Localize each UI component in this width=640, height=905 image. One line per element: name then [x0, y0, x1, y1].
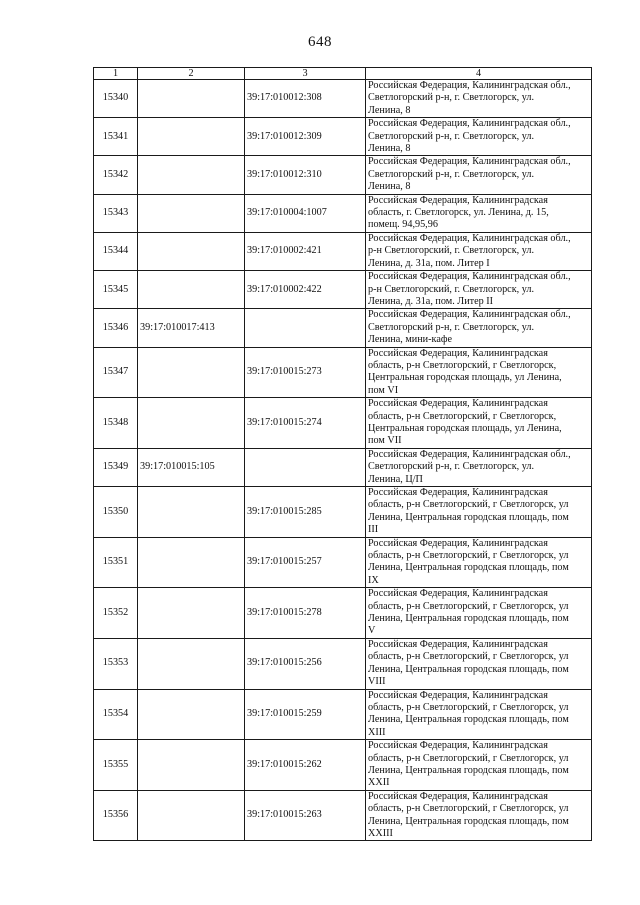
address-line: Ленина, Ц/П [368, 473, 423, 485]
record-number: 15345 [94, 271, 138, 309]
address-cell [366, 194, 592, 232]
address-line: Российская Федерация, Калининградская [368, 347, 548, 359]
column-header-4: 4 [366, 68, 592, 80]
record-number: 15354 [94, 689, 138, 740]
land-cadastral-number [138, 487, 245, 538]
land-cadastral-number [138, 156, 245, 194]
land-cadastral-number [138, 398, 245, 449]
address-line: Российская Федерация, Калининградская [368, 588, 548, 600]
record-number: 15349 [94, 448, 138, 486]
address-line: Российская Федерация, Калининградская [368, 638, 548, 650]
address-line: Ленина, 8 [368, 143, 411, 155]
address-line: Светлогорский р-н, г. Светлогорск, ул. [368, 130, 535, 142]
table-row [94, 487, 592, 538]
address-cell [366, 588, 592, 639]
address-line: Российская Федерация, Калининградская [368, 537, 548, 549]
address-line: Российская Федерация, Калининградская обл., [368, 448, 571, 460]
address-cell [366, 790, 592, 841]
address-line: Центральная городская площадь, ул Ленина, [368, 372, 562, 384]
table-row [94, 309, 592, 347]
record-number: 15350 [94, 487, 138, 538]
record-number: 15347 [94, 347, 138, 398]
table-row [94, 740, 592, 791]
address-cell [366, 347, 592, 398]
page-number: 648 [308, 34, 332, 50]
table-row [94, 80, 592, 118]
table-row [94, 537, 592, 588]
address-line: Российская Федерация, Калининградская [368, 487, 548, 498]
record-number: 15340 [94, 80, 138, 118]
address-line: область, г. Светлогорск, ул. Ленина, д. 15, [368, 207, 549, 219]
record-number: 15341 [94, 118, 138, 156]
address-line: Ленина, Центральная городская площадь, пом [368, 562, 569, 574]
table-row [94, 194, 592, 232]
land-cadastral-number: 39:17:010015:105 [138, 448, 245, 486]
address-line: область, р-н Светлогорский, г Светлогорск, [368, 410, 557, 422]
record-number: 15344 [94, 232, 138, 270]
object-cadastral-number: 39:17:010015:262 [245, 740, 366, 791]
property-registry-table [93, 67, 592, 841]
object-cadastral-number: 39:17:010015:257 [245, 537, 366, 588]
column-header-2: 2 [138, 68, 245, 80]
object-cadastral-number: 39:17:010015:259 [245, 689, 366, 740]
object-cadastral-number: 39:17:010015:285 [245, 487, 366, 538]
record-number: 15346 [94, 309, 138, 347]
object-cadastral-number: 39:17:010002:422 [245, 271, 366, 309]
land-cadastral-number [138, 194, 245, 232]
address-line: Российская Федерация, Калининградская обл., [368, 271, 571, 283]
table-body [94, 80, 592, 841]
address-line: область, р-н Светлогорский, г Светлогорск, ул [368, 651, 569, 663]
address-line: область, р-н Светлогорский, г Светлогорск, ул [368, 803, 569, 815]
table-row [94, 588, 592, 639]
address-line: Российская Федерация, Калининградская [368, 398, 548, 410]
address-line: Светлогорский р-н, г. Светлогорск, ул. [368, 92, 535, 104]
object-cadastral-number: 39:17:010015:263 [245, 790, 366, 841]
address-line: область, р-н Светлогорский, г Светлогорск, ул [368, 752, 569, 764]
object-cadastral-number: 39:17:010015:278 [245, 588, 366, 639]
record-number: 15343 [94, 194, 138, 232]
object-cadastral-number: 39:17:010004:1007 [245, 194, 366, 232]
column-header-3: 3 [245, 68, 366, 80]
table-row [94, 790, 592, 841]
table-row [94, 347, 592, 398]
address-cell [366, 309, 592, 347]
record-number: 15356 [94, 790, 138, 841]
address-line: Российская Федерация, Калининградская обл., [368, 156, 571, 168]
table-row [94, 156, 592, 194]
address-line: пом VII [368, 435, 402, 447]
address-line: область, р-н Светлогорский, г Светлогорск, ул [368, 701, 569, 713]
object-cadastral-number [245, 309, 366, 347]
address-line: пом VI [368, 384, 399, 396]
address-line: Российская Федерация, Калининградская обл., [368, 118, 571, 130]
address-line: Ленина, Центральная городская площадь, пом [368, 764, 569, 776]
address-cell [366, 156, 592, 194]
land-cadastral-number: 39:17:010017:413 [138, 309, 245, 347]
land-cadastral-number [138, 790, 245, 841]
address-cell [366, 689, 592, 740]
object-cadastral-number: 39:17:010012:310 [245, 156, 366, 194]
address-line: XIII [368, 726, 386, 738]
address-line: XXIII [368, 827, 393, 839]
address-line: область, р-н Светлогорский, г Светлогорск, ул [368, 499, 569, 511]
object-cadastral-number: 39:17:010015:256 [245, 638, 366, 689]
address-cell [366, 448, 592, 486]
address-line: Ленина, 8 [368, 181, 411, 193]
land-cadastral-number [138, 271, 245, 309]
address-line: Ленина, д. 31а, пом. Литер I [368, 257, 490, 269]
object-cadastral-number [245, 448, 366, 486]
record-number: 15342 [94, 156, 138, 194]
address-line: Ленина, д. 31а, пом. Литер II [368, 295, 494, 307]
address-line: Российская Федерация, Калининградская обл., [368, 80, 571, 91]
record-number: 15348 [94, 398, 138, 449]
address-line: Ленина, Центральная городская площадь, пом [368, 511, 569, 523]
address-cell [366, 487, 592, 538]
address-line: Российская Федерация, Калининградская [368, 790, 548, 802]
address-cell [366, 80, 592, 118]
address-line: р-н Светлогорский, г. Светлогорск, ул. [368, 283, 535, 295]
record-number: 15355 [94, 740, 138, 791]
address-line: Светлогорский р-н, г. Светлогорск, ул. [368, 168, 535, 180]
header-row [94, 68, 592, 80]
table-row [94, 271, 592, 309]
address-line: область, р-н Светлогорский, г Светлогорск, ул [368, 550, 569, 562]
land-cadastral-number [138, 638, 245, 689]
table-row [94, 689, 592, 740]
address-line: VIII [368, 676, 386, 688]
address-cell [366, 271, 592, 309]
address-cell [366, 118, 592, 156]
object-cadastral-number: 39:17:010012:309 [245, 118, 366, 156]
address-line: IX [368, 574, 379, 586]
address-line: Светлогорский р-н, г. Светлогорск, ул. [368, 321, 535, 333]
table-row [94, 638, 592, 689]
address-cell [366, 740, 592, 791]
address-line: Российская Федерация, Калининградская обл., [368, 309, 571, 321]
record-number: 15351 [94, 537, 138, 588]
table-row [94, 398, 592, 449]
record-number: 15352 [94, 588, 138, 639]
land-cadastral-number [138, 80, 245, 118]
record-number: 15353 [94, 638, 138, 689]
table-row [94, 118, 592, 156]
address-line: р-н Светлогорский, г. Светлогорск, ул. [368, 245, 535, 257]
address-line: Ленина, Центральная городская площадь, пом [368, 815, 569, 827]
object-cadastral-number: 39:17:010012:308 [245, 80, 366, 118]
address-cell [366, 398, 592, 449]
address-cell [366, 537, 592, 588]
address-line: Российская Федерация, Калининградская обл., [368, 232, 571, 244]
land-cadastral-number [138, 740, 245, 791]
address-line: III [368, 524, 379, 536]
land-cadastral-number [138, 118, 245, 156]
address-line: Российская Федерация, Калининградская [368, 740, 548, 752]
address-line: область, р-н Светлогорский, г Светлогорск, [368, 359, 557, 371]
address-line: Российская Федерация, Калининградская [368, 194, 548, 206]
column-header-1: 1 [94, 68, 138, 80]
address-line: Ленина, мини-кафе [368, 334, 452, 346]
land-cadastral-number [138, 537, 245, 588]
land-cadastral-number [138, 588, 245, 639]
address-line: Ленина, Центральная городская площадь, пом [368, 714, 569, 726]
address-line: Ленина, 8 [368, 104, 411, 116]
land-cadastral-number [138, 232, 245, 270]
address-line: область, р-н Светлогорский, г Светлогорск, ул [368, 600, 569, 612]
address-line: Ленина, Центральная городская площадь, пом [368, 663, 569, 675]
address-cell [366, 232, 592, 270]
address-line: Российская Федерация, Калининградская [368, 689, 548, 701]
address-cell [366, 638, 592, 689]
table-row [94, 448, 592, 486]
address-line: Ленина, Центральная городская площадь, пом [368, 613, 569, 625]
address-line: помещ. 94,95,96 [368, 219, 438, 231]
address-line: V [368, 625, 376, 637]
object-cadastral-number: 39:17:010002:421 [245, 232, 366, 270]
address-line: XXII [368, 777, 390, 789]
address-line: Светлогорский р-н, г. Светлогорск, ул. [368, 461, 535, 473]
land-cadastral-number [138, 689, 245, 740]
land-cadastral-number [138, 347, 245, 398]
table-row [94, 232, 592, 270]
object-cadastral-number: 39:17:010015:273 [245, 347, 366, 398]
object-cadastral-number: 39:17:010015:274 [245, 398, 366, 449]
address-line: Центральная городская площадь, ул Ленина, [368, 422, 562, 434]
